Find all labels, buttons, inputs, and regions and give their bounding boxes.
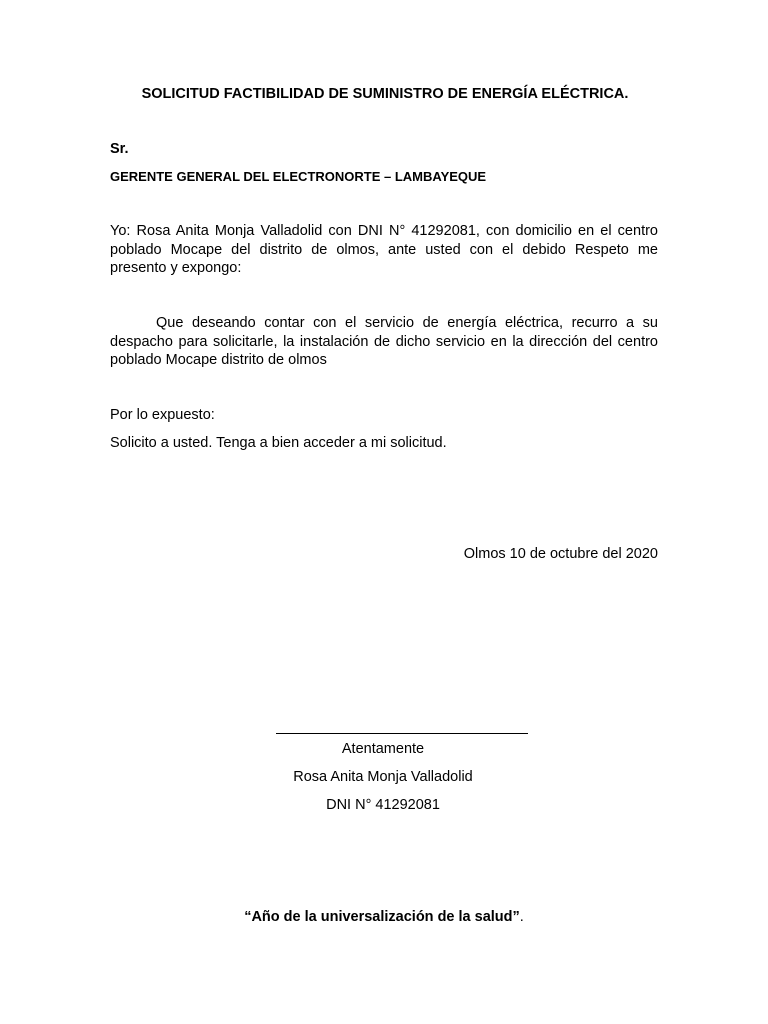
por-lo-expuesto: Por lo expuesto: [110,407,215,423]
footer-motto-line [110,908,658,926]
footer-trailing-period: . [519,909,524,925]
signer-name: Rosa Anita Monja Valladolid [293,769,473,785]
signer-dni: DNI N° 41292081 [326,797,440,813]
salutation: Sr. [110,141,129,157]
request-paragraph: Que deseando contar con el servicio de energía eléctrica, recurro a su despacho para solicitarle, la instalación de dicho servicio en la dirección del centro poblado Mocape distrito de olmos [110,315,658,368]
place-date: Olmos 10 de octubre del 2020 [463,546,658,562]
request-line: Solicito a usted. Tenga a bien acceder a mi solicitud. [110,435,447,451]
footer-motto: “Año de la universalización de la salud” [244,909,520,925]
intro-paragraph: Yo: Rosa Anita Monja Valladolid con DNI N° 41292081, con domicilio en el centro poblado Mocape del distrito de olmos, ante usted con el debido Respeto me presento y expongo: [110,223,658,276]
signature-line [276,733,528,734]
closing-text: Atentamente [341,741,425,757]
recipient-line: GERENTE GENERAL DEL ELECTRONORTE – LAMBAYEQUE [110,169,487,184]
document-title: SOLICITUD FACTIBILIDAD DE SUMINISTRO DE ENERGÍA ELÉCTRICA. [141,86,629,102]
